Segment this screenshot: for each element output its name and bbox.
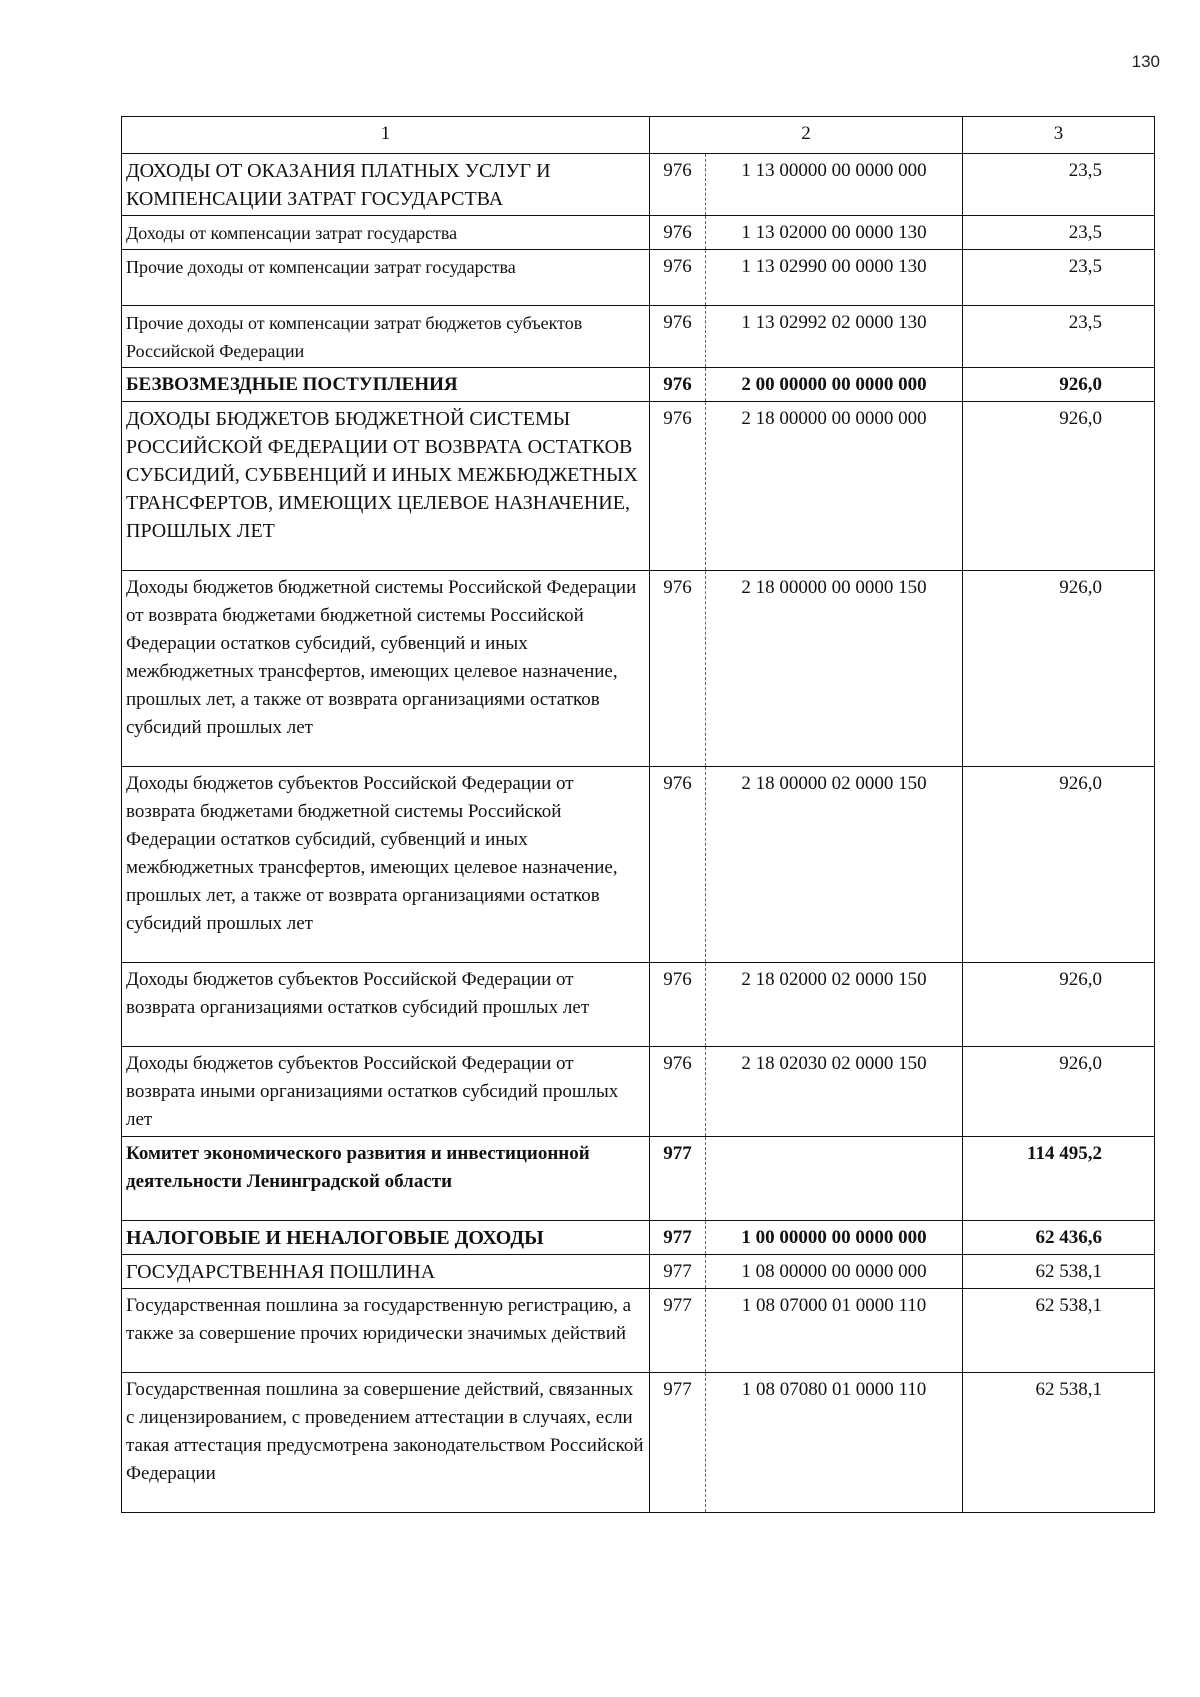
table-row (122, 250, 1155, 306)
table-row (122, 1047, 1155, 1137)
row-budget-code: 1 13 00000 00 0000 000 (706, 154, 963, 216)
row-budget-code: 1 08 00000 00 0000 000 (706, 1255, 963, 1289)
row-admin-code: 976 (650, 368, 706, 402)
row-amount: 114 495,2 (963, 1137, 1155, 1221)
row-amount: 926,0 (963, 963, 1155, 1047)
row-admin-code: 976 (650, 216, 706, 250)
row-name: Доходы от компенсации затрат государства (122, 216, 650, 250)
row-budget-code: 2 18 00000 02 0000 150 (706, 767, 963, 963)
row-name: Комитет экономического развития и инвестиционной деятельности Ленинградской области (122, 1137, 650, 1221)
row-admin-code: 976 (650, 767, 706, 963)
row-name: Доходы бюджетов субъектов Российской Федерации от возврата организациями остатков субсидий прошлых лет (122, 963, 650, 1047)
row-budget-code: 1 08 07080 01 0000 110 (706, 1373, 963, 1513)
row-amount: 926,0 (963, 767, 1155, 963)
row-amount: 62 538,1 (963, 1255, 1155, 1289)
table-row (122, 767, 1155, 963)
revenue-table (121, 116, 1155, 1513)
row-admin-code: 976 (650, 250, 706, 306)
row-admin-code: 977 (650, 1373, 706, 1513)
row-name: Доходы бюджетов субъектов Российской Федерации от возврата бюджетами бюджетной системы Российской Федерации остатков субсидий, субвенций и иных межбюджетных трансфертов, имеющих целевое назначение, прошлых лет, а также от возврата организациями остатков субсидий прошлых лет (122, 767, 650, 963)
table-row (122, 1289, 1155, 1373)
row-admin-code: 976 (650, 1047, 706, 1137)
row-amount: 926,0 (963, 1047, 1155, 1137)
row-budget-code: 1 00 00000 00 0000 000 (706, 1221, 963, 1255)
row-amount: 926,0 (963, 571, 1155, 767)
row-amount: 926,0 (963, 402, 1155, 571)
row-name: Государственная пошлина за совершение действий, связанных с лицензированием, с проведением аттестации в случаях, если такая аттестация предусмотрена законодательством Российской Федерации (122, 1373, 650, 1513)
row-name: ДОХОДЫ ОТ ОКАЗАНИЯ ПЛАТНЫХ УСЛУГ И КОМПЕНСАЦИИ ЗАТРАТ ГОСУДАРСТВА (122, 154, 650, 216)
row-budget-code: 1 08 07000 01 0000 110 (706, 1289, 963, 1373)
table-row (122, 1255, 1155, 1289)
row-name: ДОХОДЫ БЮДЖЕТОВ БЮДЖЕТНОЙ СИСТЕМЫ РОССИЙСКОЙ ФЕДЕРАЦИИ ОТ ВОЗВРАТА ОСТАТКОВ СУБСИДИЙ, СУБВЕНЦИЙ И ИНЫХ МЕЖБЮДЖЕТНЫХ ТРАНСФЕРТОВ, ИМЕЮЩИХ ЦЕЛЕВОЕ НАЗНАЧЕНИЕ, ПРОШЛЫХ ЛЕТ (122, 402, 650, 571)
row-amount: 23,5 (963, 154, 1155, 216)
table-row (122, 571, 1155, 767)
row-admin-code: 977 (650, 1221, 706, 1255)
table-row (122, 216, 1155, 250)
row-name: Доходы бюджетов бюджетной системы Российской Федерации от возврата бюджетами бюджетной системы Российской Федерации остатков субсидий, субвенций и иных межбюджетных трансфертов, имеющих целевое назначение, прошлых лет, а также от возврата организациями остатков субсидий прошлых лет (122, 571, 650, 767)
header-col-3: 3 (963, 117, 1155, 154)
table-row (122, 1137, 1155, 1221)
row-amount: 62 436,6 (963, 1221, 1155, 1255)
row-amount: 62 538,1 (963, 1289, 1155, 1373)
row-budget-code: 1 13 02992 02 0000 130 (706, 306, 963, 368)
row-budget-code: 1 13 02000 00 0000 130 (706, 216, 963, 250)
table-row (122, 1373, 1155, 1513)
row-amount: 23,5 (963, 306, 1155, 368)
row-budget-code: 2 18 02000 02 0000 150 (706, 963, 963, 1047)
row-admin-code: 976 (650, 571, 706, 767)
row-admin-code: 977 (650, 1255, 706, 1289)
row-admin-code: 977 (650, 1289, 706, 1373)
row-budget-code: 1 13 02990 00 0000 130 (706, 250, 963, 306)
table-row (122, 306, 1155, 368)
header-col-2: 2 (650, 117, 963, 154)
row-admin-code: 976 (650, 306, 706, 368)
table-row (122, 368, 1155, 402)
row-name: Прочие доходы от компенсации затрат государства (122, 250, 650, 306)
row-amount: 926,0 (963, 368, 1155, 402)
row-amount: 23,5 (963, 216, 1155, 250)
header-col-1: 1 (122, 117, 650, 154)
row-amount: 23,5 (963, 250, 1155, 306)
row-admin-code: 976 (650, 963, 706, 1047)
table-row (122, 1221, 1155, 1255)
row-name: НАЛОГОВЫЕ И НЕНАЛОГОВЫЕ ДОХОДЫ (122, 1221, 650, 1255)
row-name: БЕЗВОЗМЕЗДНЫЕ ПОСТУПЛЕНИЯ (122, 368, 650, 402)
row-budget-code: 2 18 02030 02 0000 150 (706, 1047, 963, 1137)
row-name: Доходы бюджетов субъектов Российской Федерации от возврата иными организациями остатков субсидий прошлых лет (122, 1047, 650, 1137)
page-number: 130 (1131, 52, 1160, 71)
row-budget-code: 2 18 00000 00 0000 150 (706, 571, 963, 767)
row-amount: 62 538,1 (963, 1373, 1155, 1513)
row-name: Прочие доходы от компенсации затрат бюджетов субъектов Российской Федерации (122, 306, 650, 368)
row-name: ГОСУДАРСТВЕННАЯ ПОШЛИНА (122, 1255, 650, 1289)
row-budget-code (706, 1137, 963, 1221)
row-budget-code: 2 18 00000 00 0000 000 (706, 402, 963, 571)
row-name: Государственная пошлина за государственную регистрацию, а также за совершение прочих юридически значимых действий (122, 1289, 650, 1373)
table-row (122, 402, 1155, 571)
row-admin-code: 976 (650, 154, 706, 216)
table-row (122, 963, 1155, 1047)
row-budget-code: 2 00 00000 00 0000 000 (706, 368, 963, 402)
table-header-row (122, 117, 1155, 154)
row-admin-code: 977 (650, 1137, 706, 1221)
row-admin-code: 976 (650, 402, 706, 571)
table-row (122, 154, 1155, 216)
